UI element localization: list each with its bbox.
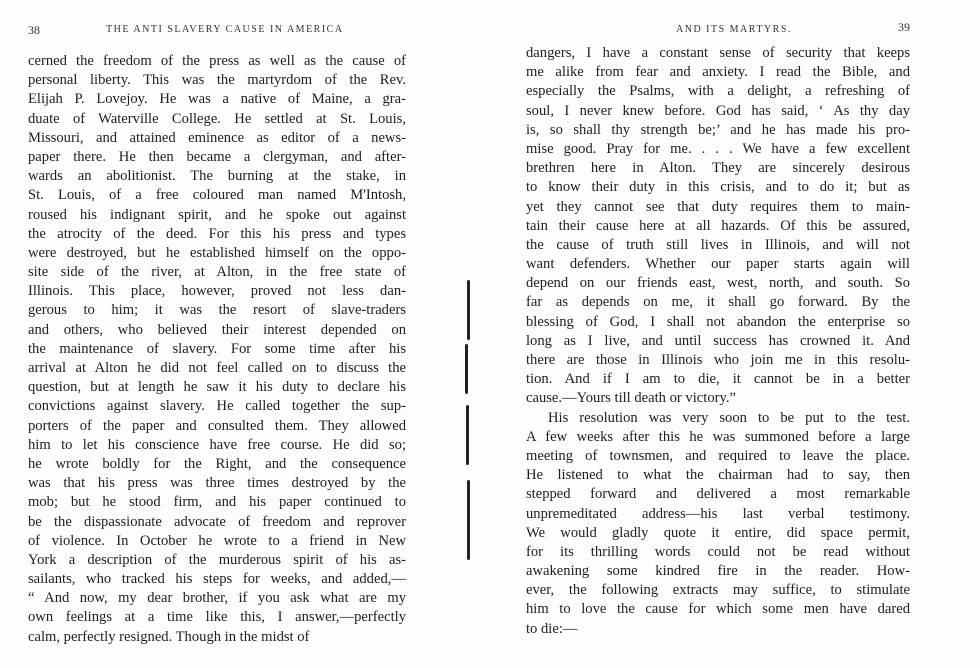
right-page-line: is, so shall thy strength be;’ and he has made his pro- bbox=[526, 121, 910, 138]
left-page-line: duate of Waterville College. He settled at St. Louis, bbox=[28, 110, 406, 127]
gutter-fold bbox=[455, 280, 485, 570]
left-page-line: gerous to him; it was the resort of slave-traders bbox=[28, 302, 406, 319]
left-page-line: own feelings at a time like this, I answer,—perfectly bbox=[28, 609, 406, 626]
right-page-line: depend on our friends east, west, north, and south. So bbox=[526, 275, 910, 292]
left-page-line: be the dispassionate advocate of freedom and reprover bbox=[28, 513, 406, 530]
left-page-line: him to let his conscience have free course. He did so; bbox=[28, 436, 406, 453]
right-page bbox=[490, 0, 980, 668]
right-page-line: A few weeks after this he was summoned before a large bbox=[526, 428, 910, 445]
left-page-line: question, but at length he saw it his duty to declare his bbox=[28, 379, 406, 396]
right-page-line: to know their duty in this crisis, and to do it; but as bbox=[526, 179, 910, 196]
right-page-line: unpremeditated address—his last verbal testimony. bbox=[526, 505, 910, 522]
right-page-line: tion. And if I am to die, it cannot be in a better bbox=[526, 371, 910, 388]
left-page-line: arrival at Alton he did not feel called on to discuss the bbox=[28, 360, 406, 376]
right-page-line: We would gladly quote it entire, did space permit, bbox=[526, 524, 910, 541]
right-running-head: AND ITS MARTYRS. bbox=[676, 24, 792, 35]
left-page-line: Missouri, and attained eminence as editor of a news- bbox=[28, 129, 406, 146]
right-page-line: there are those in Illinois who join me in this resolu- bbox=[526, 352, 910, 368]
left-page-line: personal liberty. This was the martyrdom of the Rev. bbox=[28, 72, 406, 89]
left-page-line: roused his indignant spirit, and he spoke out against bbox=[28, 206, 406, 223]
left-page-line: St. Louis, of a free coloured man named M'Intosh, bbox=[28, 187, 406, 204]
left-page-line: was that his press was three times destroyed by the bbox=[28, 475, 406, 492]
left-page-line: were destroyed, but he established himself on the oppo- bbox=[28, 244, 406, 261]
right-page-line: long as I live, and until success has crowned it. And bbox=[526, 332, 910, 349]
right-page-line: brethren here in Alton. They are sincerely desirous bbox=[526, 160, 910, 177]
right-page-line: mise good. Pray for me. . . . We have a few excellent bbox=[526, 140, 910, 157]
right-page-line: to die:— bbox=[526, 620, 578, 637]
left-page-line: mob; but he stood firm, and his paper continued to bbox=[28, 494, 406, 511]
right-page-line: ever, the following extracts may suffice, to stimulate bbox=[526, 582, 910, 599]
right-page-line: him to love the cause for which some men have dared bbox=[526, 601, 910, 618]
left-page bbox=[0, 0, 470, 668]
right-page-line: especially the Psalms, with a delight, a refreshing of bbox=[526, 83, 910, 100]
right-page-line: blessing of God, I shall not abandon the enterprise so bbox=[526, 313, 910, 330]
left-page-line: the atrocity of the deed. For this his press and types bbox=[28, 225, 406, 242]
right-page-line: me alike from fear and anxiety. I read the Bible, and bbox=[526, 64, 910, 81]
left-page-line: calm, perfectly resigned. Though in the midst of bbox=[28, 628, 310, 645]
left-page-line: site side of the river, at Alton, in the free state of bbox=[28, 264, 406, 281]
right-page-line: meeting of townsmen, and required to leave the place. bbox=[526, 447, 910, 464]
right-page-line: cause.—Yours till death or victory.” bbox=[526, 390, 736, 407]
left-page-line: Illinois. This place, however, proved not less dan- bbox=[28, 283, 406, 300]
left-page-line: York a description of the murderous spirit of his as- bbox=[28, 551, 406, 568]
left-page-line: porters of the paper and consulted them. They allowed bbox=[28, 417, 406, 434]
right-page-line: for its thrilling words could not be read without bbox=[526, 543, 910, 560]
left-page-line: sailants, who tracked his steps for weeks, and added,— bbox=[28, 571, 406, 588]
right-page-line: He listened to what the chairman had to say, then bbox=[526, 467, 910, 484]
left-page-line: cerned the freedom of the press as well as the cause of bbox=[28, 53, 406, 69]
left-page-line: he wrote boldly for the Right, and the consequence bbox=[28, 455, 406, 472]
left-page-line: “ And now, my dear brother, if you ask what are my bbox=[28, 590, 406, 607]
left-page-line: paper there. He then became a clergyman, and after- bbox=[28, 148, 406, 165]
left-page-number: 38 bbox=[28, 23, 40, 37]
right-page-line: awakening some kindred fire in the reader. How- bbox=[526, 563, 910, 580]
left-page-line: convictions against slavery. He called together the sup- bbox=[28, 398, 406, 415]
left-page-line: Elijah P. Lovejoy. He was a native of Maine, a gra- bbox=[28, 91, 406, 108]
right-page-line: dangers, I have a constant sense of security that keeps bbox=[526, 45, 910, 61]
right-page-line: the cause of truth still lives in Illinois, and will not bbox=[526, 236, 910, 253]
right-page-body bbox=[526, 44, 910, 639]
right-page-line: soul, I never knew before. God has said, ‘ As thy day bbox=[526, 102, 910, 119]
right-page-line: want defenders. Whether our paper starts again will bbox=[526, 256, 910, 273]
right-page-line: far as depends on me, it shall go forward. By the bbox=[526, 294, 910, 311]
left-page-line: the maintenance of slavery. For some time after his bbox=[28, 340, 406, 357]
left-page-line: and others, who believed their interest depended on bbox=[28, 321, 406, 338]
right-page-line: stepped forward and delivered a most remarkable bbox=[526, 486, 910, 503]
left-page-body bbox=[28, 52, 406, 647]
left-page-line: of violence. In October he wrote to a friend in New bbox=[28, 532, 406, 549]
right-page-number: 39 bbox=[898, 20, 910, 34]
left-page-line: wards an abolitionist. The burning at the stake, in bbox=[28, 168, 406, 185]
right-page-line: yet they cannot see that duty requires them to main- bbox=[526, 198, 910, 215]
left-running-head: THE ANTI SLAVERY CAUSE IN AMERICA bbox=[106, 24, 344, 35]
right-page-line: His resolution was very soon to be put to the test. bbox=[548, 409, 910, 426]
right-page-line: tain their cause here at all hazards. Of this be assured, bbox=[526, 217, 910, 234]
